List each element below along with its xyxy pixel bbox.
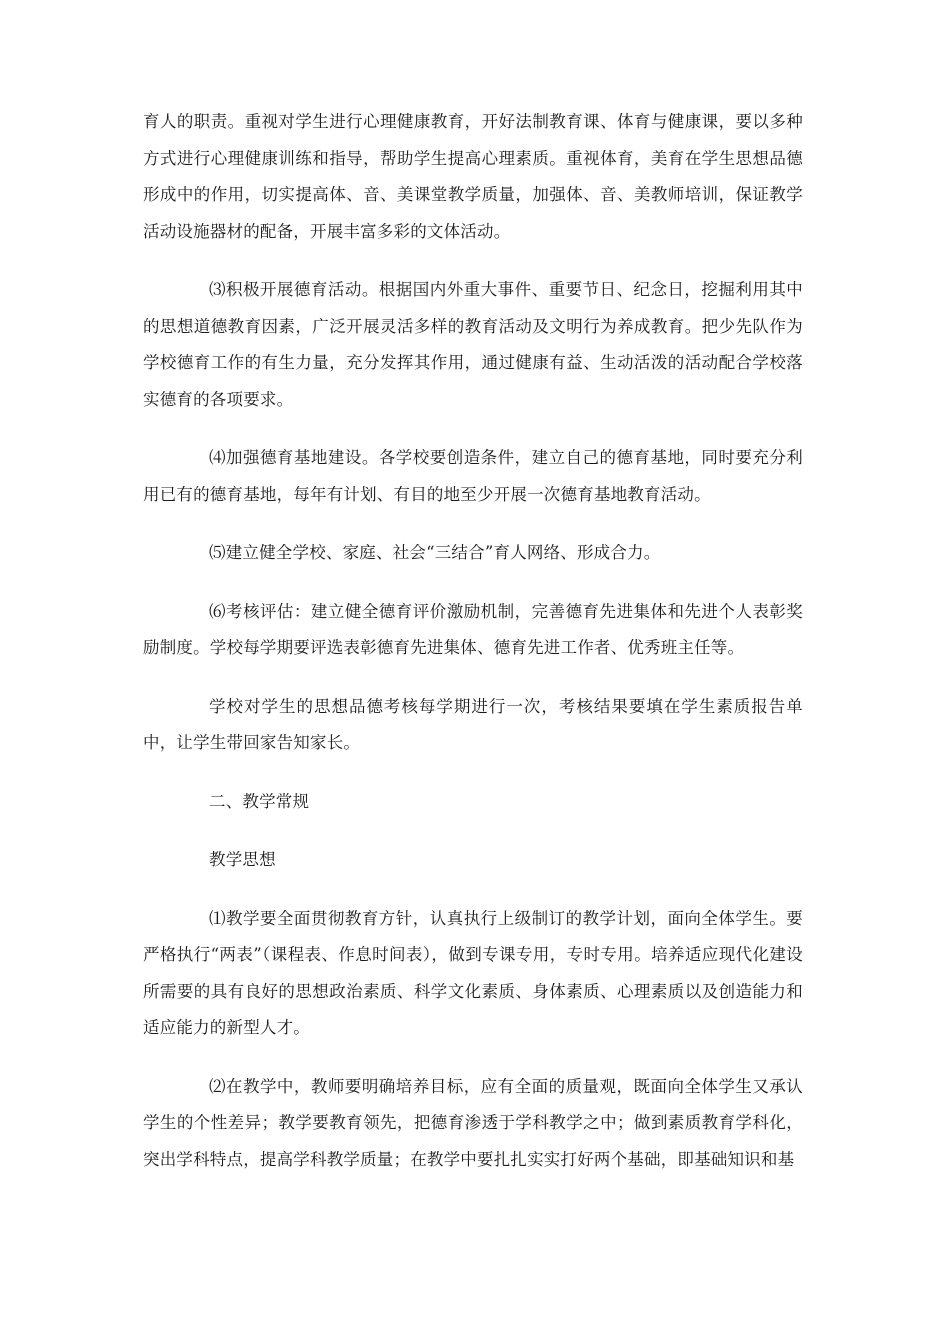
paragraph-teaching-goals: ⑵在教学中，教师要明确培养目标，应有全面的质量观，既面向全体学生又承认学生的个性差异；教学要教育领先，把德育渗透于学科教学之中；做到素质教育学科化，突出学科特点，提高学科教学质量；在教学中要扎扎实实打好两个基础，即基础知识和基 [143,1076,803,1169]
paragraph-moral-activities: ⑶积极开展德育活动。根据国内外重大事件、重要节日、纪念日，挖掘利用其中的思想道德教育因素，广泛开展灵活多样的教育活动及文明行为养成教育。把少先队作为学校德育工作的有生力量，充分发挥其作用，通过健康有益、生动活泼的活动配合学校落实德育的各项要求。 [143,280,803,409]
paragraph-moral-base: ⑷加强德育基地建设。各学校要创造条件，建立自己的德育基地，同时要充分利用已有的德育基地，每年有计划、有目的地至少开展一次德育基地教育活动。 [143,448,803,504]
paragraph-assessment: ⑹考核评估：建立健全德育评价激励机制，完善德育先进集体和先进个人表彰奖励制度。学校每学期要评选表彰德育先进集体、德育先进工作者、优秀班主任等。 [143,601,803,657]
paragraph-teaching-policy: ⑴教学要全面贯彻教育方针，认真执行上级制订的教学计划，面向全体学生。要严格执行“两表”（课程表、作息时间表），做到专课专用，专时专用。培养适应现代化建设所需要的具有良好的思想政治素质、科学文化素质、身体素质、心理素质以及创造能力和适应能力的新型人才。 [143,908,803,1037]
subsection-heading-teaching-thought: 教学思想 [209,850,276,869]
document-page [143,104,803,1200]
paragraph-three-combination: ⑸建立健全学校、家庭、社会“三结合”育人网络、形成合力。 [209,543,661,562]
paragraph-continuation: 育人的职责。重视对学生进行心理健康教育，开好法制教育课、体育与健康课，要以多种方式进行心理健康训练和指导，帮助学生提高心理素质。重视体育，美育在学生思想品德形成中的作用，切实提高体、音、美课堂教学质量，加强体、音、美教师培训，保证教学活动设施器材的配备，开展丰富多彩的文体活动。 [143,112,803,241]
section-heading-teaching-routine: 二、教学常规 [209,791,310,811]
paragraph-student-evaluation: 学校对学生的思想品德考核每学期进行一次，考核结果要填在学生素质报告单中，让学生带回家告知家长。 [143,696,803,752]
